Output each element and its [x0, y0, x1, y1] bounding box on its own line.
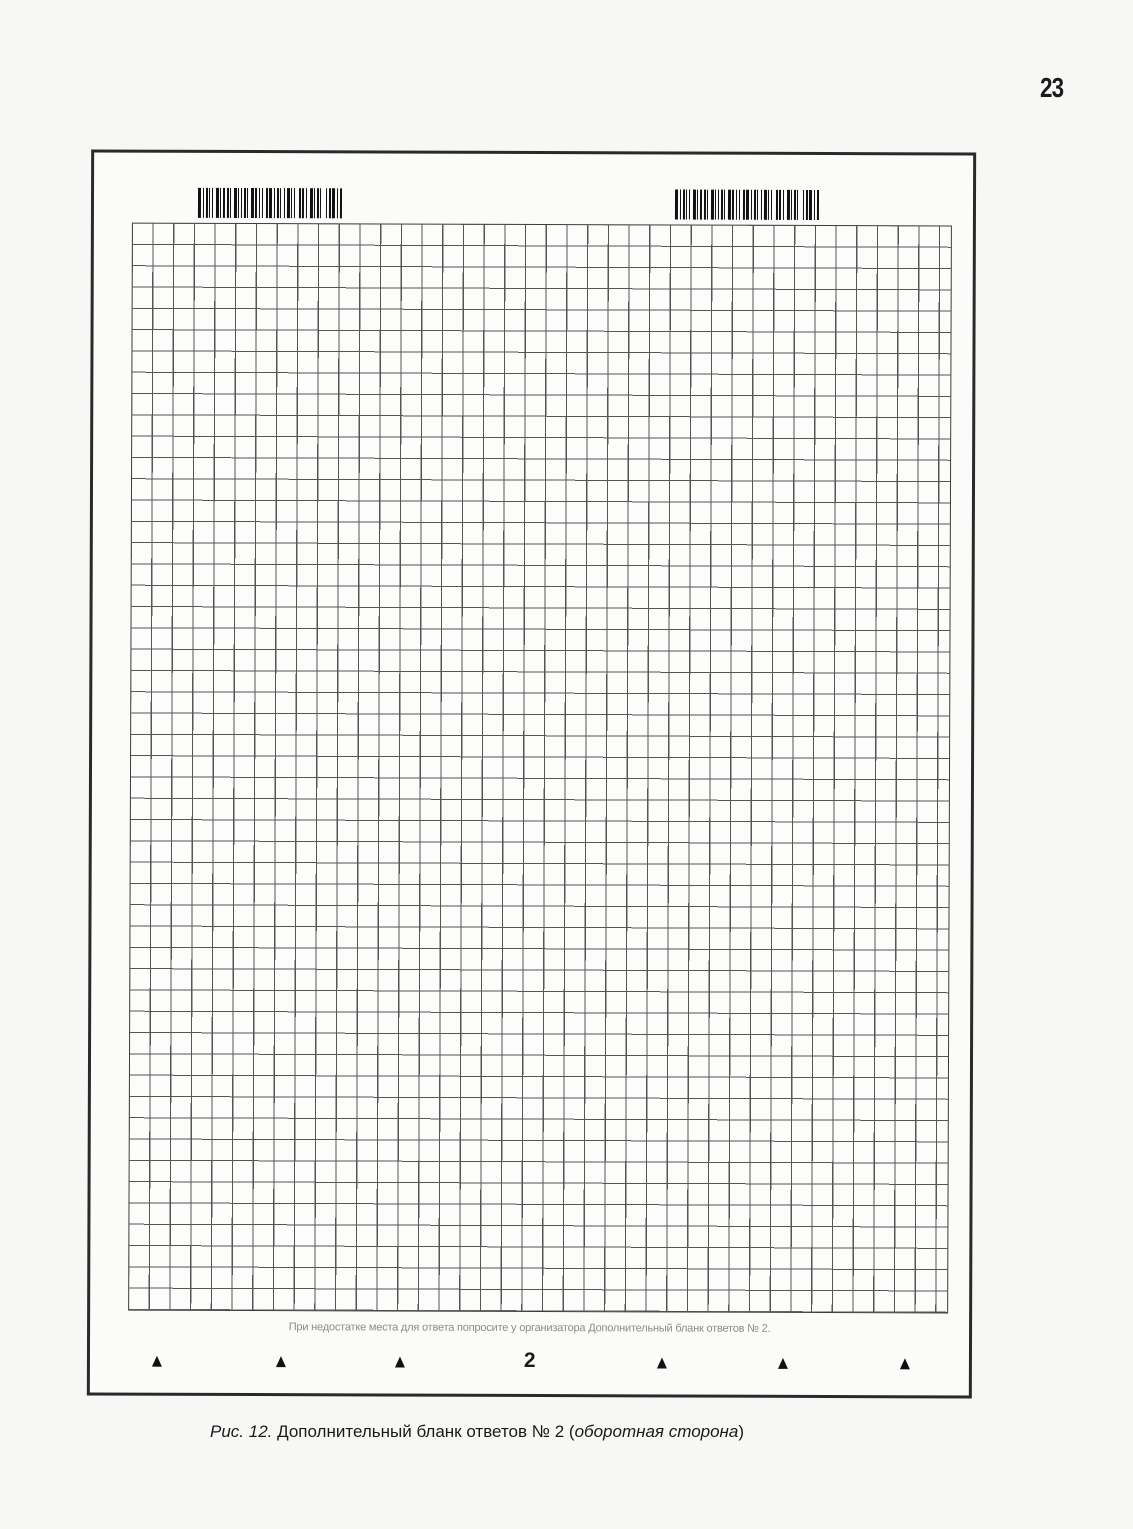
extra-sheet-notice: При недостатке места для ответа попросите у организатора Дополнительный бланк ответов № 2. [288, 1321, 771, 1335]
alignment-marker-icon [657, 1357, 667, 1368]
alignment-marker-icon [395, 1357, 405, 1368]
alignment-marker-icon [152, 1356, 162, 1367]
alignment-marker-row [90, 1347, 975, 1380]
alignment-marker-icon [900, 1358, 910, 1369]
caption-paren: ( [564, 1422, 575, 1441]
caption-prefix: Рис. 12. [210, 1422, 273, 1441]
alignment-marker-icon [778, 1358, 788, 1369]
page-number: 23 [1040, 72, 1064, 103]
alignment-marker-icon [276, 1356, 286, 1367]
sheet-number: 2 [523, 1348, 536, 1373]
barcode [198, 188, 418, 219]
caption-note: оборотная сторона [574, 1422, 739, 1441]
barcode [675, 189, 895, 220]
figure-caption [210, 1422, 744, 1442]
answer-grid[interactable] [128, 223, 952, 1314]
caption-title: Дополнительный бланк ответов № 2 [277, 1422, 565, 1441]
caption-paren: ) [738, 1422, 745, 1441]
answer-form-sheet [87, 149, 976, 1398]
